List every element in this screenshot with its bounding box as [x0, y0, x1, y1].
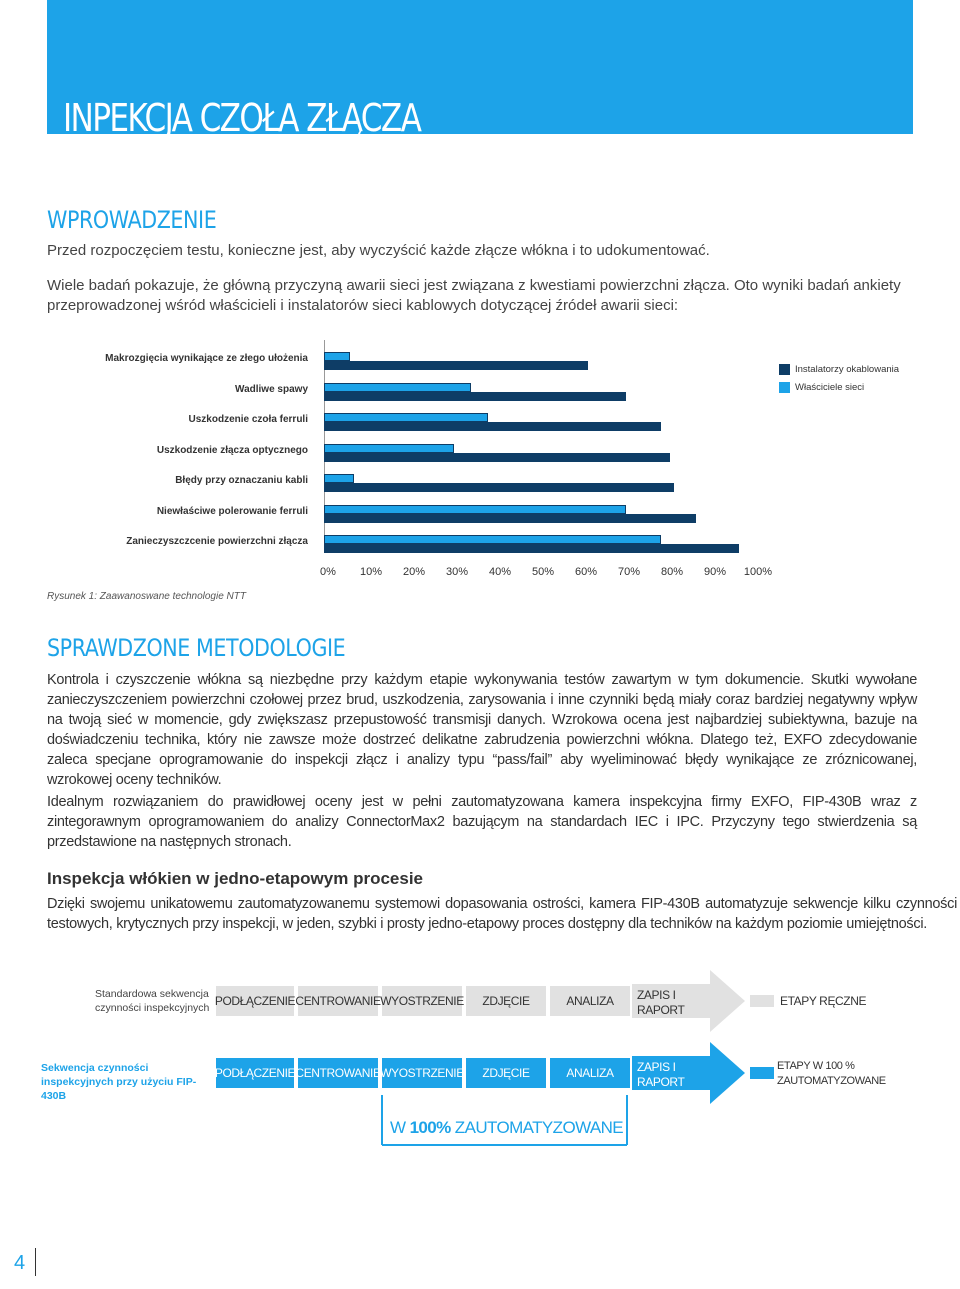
intro-paragraph-2: Wiele badań pokazuje, że główną przyczyną awarii sieci jest związana z kwestiami powierzchni złącza. Oto wyniki badań ankiety przeprowadzonej wśród właścicieli i instalatorów sieci kablowych dotyczącej źródeł awarii sieci: — [47, 277, 901, 314]
chart-bar-owners — [324, 383, 471, 392]
chart-bar-owners — [324, 444, 454, 453]
chart-bar-installers — [324, 422, 661, 431]
row2-step-snapshot: ZDJĘCIE — [466, 1058, 546, 1088]
automation-caption-prefix: W — [390, 1118, 410, 1137]
legend-swatch-installers — [779, 364, 790, 375]
chart-bar-installers — [324, 514, 696, 523]
row1-step-center: CENTROWANIE — [298, 986, 378, 1016]
chart-category-label: Uszkodzenie złącza optycznego — [156, 445, 308, 456]
chart-bar-owners — [324, 413, 488, 422]
chart-tick-label: 90% — [703, 566, 727, 578]
chart-category-label: Uszkodzenie czoła ferruli — [188, 414, 308, 425]
row2-save-report: ZAPIS I RAPORT — [637, 1060, 685, 1089]
chart-bar-installers — [324, 361, 588, 370]
legend-label-owners: Właściciele sieci — [795, 382, 865, 393]
row1-step-snapshot: ZDJĘCIE — [466, 986, 546, 1016]
chart-tick-label: 50% — [531, 566, 555, 578]
row1-result: ETAPY RĘCZNE — [780, 994, 867, 1008]
legend-label-installers: Instalatorzy okablowania — [795, 364, 900, 375]
chart-bar-owners — [324, 474, 354, 483]
chart-tick-label: 100% — [743, 566, 773, 578]
chart-tick-label: 40% — [488, 566, 512, 578]
legend-swatch-owners — [779, 382, 790, 393]
chart-bar-installers — [324, 453, 670, 462]
chart-tick-label: 70% — [617, 566, 641, 578]
automation-caption-bold: 100% — [409, 1118, 451, 1137]
intro-paragraph-1: Przed rozpoczęciem testu, konieczne jest, aby wyczyścić każde złącze włókna i to udokumentować. — [47, 242, 710, 259]
row1-result-marker — [750, 995, 774, 1007]
chart-category-label: Makrozgięcia wynikające ze złego ułożenia — [105, 353, 308, 364]
chart-category-label: Zanieczyszczcenie powierzchni złącza — [126, 536, 308, 547]
chart-tick-label: 10% — [359, 566, 383, 578]
method-paragraph-2: Idealnym rozwiązaniem do prawidłowej oceny jest w pełni zautomatyzowana kamera inspekcyjna firmy EXFO, FIP-430B wraz z zintegorawnym oprogramowaniem do analizy ConnectorMax2 bazującym na standardach IEC i IPC. Przyczyny tego stwierdzenia są przedstawione na następnych stronach. — [47, 794, 917, 850]
intro-heading: WPROWADZENIE — [47, 206, 217, 234]
chart-bar-owners — [324, 352, 350, 361]
row2-label: Sekwencja czynności inspekcyjnych przy użyciu FIP-430B — [41, 1062, 197, 1102]
chart-bar-installers — [324, 483, 674, 492]
chart-category-label: Wadliwe spawy — [235, 384, 308, 395]
method-paragraph-1: Kontrola i czyszczenie włókna są niezbędne przy każdym etapie wykonywania testów zawartym w tym dokumencie. Skutki wywołane zanieczyszczeniem powierzchni czołowej przez brud, uszkodzenia, zarysowania i inne czynniki będą miały coraz bardziej negatywny wpływ na twoją sieć w momencie, gdy zwiększasz przepustowość transmisji danych. Wzrokowa ocena jest najbardziej subiektywna, bazuje na doświadczeniu technika, który nie zawsze może dostrzeć delikatne zabrudzenia powierzchni włókna. Dlatego też, EXFO zdecydowanie zaleca specjane oprogramowanie do inspekcji złącz i analizy typu “pass/fail” aby wyeliminować błędy wynikające ze zróznicowanej, wzrokowej oceny techników. — [47, 672, 917, 788]
chart-tick-label: 0% — [320, 566, 336, 578]
chart-tick-label: 20% — [402, 566, 426, 578]
chart-bar-installers — [324, 392, 626, 401]
row2-result: ETAPY W 100 % ZAUTOMATYZOWANE — [777, 1060, 886, 1087]
figure-caption: Rysunek 1: Zaawanoswane technologie NTT — [47, 591, 246, 602]
chart-tick-label: 60% — [574, 566, 598, 578]
row1-step-focus: WYOSTRZENIE — [382, 986, 462, 1016]
row2-result-marker — [750, 1067, 774, 1079]
inspection-paragraph: Dzięki swojemu unikatowemu zautomatyzowanemu systemowi dopasowania ostrości, kamera FIP-430B automatyzuje sekwencje kilku czynności testowych, krytycznych przy inspekcji, w jeden, szybki i prosty jedno-etapowy proces dostępny dla techników na każdym poziomie umiejętności. — [47, 896, 957, 932]
row2-step-center: CENTROWANIE — [298, 1058, 378, 1088]
header-banner — [47, 0, 913, 140]
row2-step-analysis: ANALIZA — [550, 1058, 630, 1088]
row1-step-connect: PODŁĄCZENIE — [216, 986, 294, 1016]
chart-tick-label: 80% — [660, 566, 684, 578]
page-number-divider — [35, 1248, 36, 1276]
page-title: INPEKCJA CZOŁA ZŁĄCZA — [63, 96, 421, 140]
row1-label: Standardowa sekwencja czynności inspekcyjnych — [95, 988, 210, 1014]
chart-bar-owners — [324, 535, 661, 544]
row1-step-analysis: ANALIZA — [550, 986, 630, 1016]
row2-step-focus: WYOSTRZENIE — [382, 1058, 462, 1088]
row1-save-report: ZAPIS I RAPORT — [637, 988, 685, 1017]
chart-tick-label: 30% — [445, 566, 469, 578]
chart-bar-owners — [324, 505, 626, 514]
method-heading: SPRAWDZONE METODOLOGIE — [47, 634, 346, 662]
row2-step-connect: PODŁĄCZENIE — [216, 1058, 294, 1088]
inspection-heading: Inspekcja włókien w jedno-etapowym procesie — [47, 869, 424, 888]
automation-caption — [390, 1118, 623, 1138]
chart-bar-installers — [324, 544, 739, 553]
chart-category-label: Niewłaściwe polerowanie ferruli — [156, 506, 308, 517]
page-number: 4 — [14, 1252, 26, 1274]
chart-category-label: Błędy przy oznaczaniu kabli — [175, 475, 308, 486]
automation-caption-suffix: ZAUTOMATYZOWANE — [450, 1118, 624, 1137]
